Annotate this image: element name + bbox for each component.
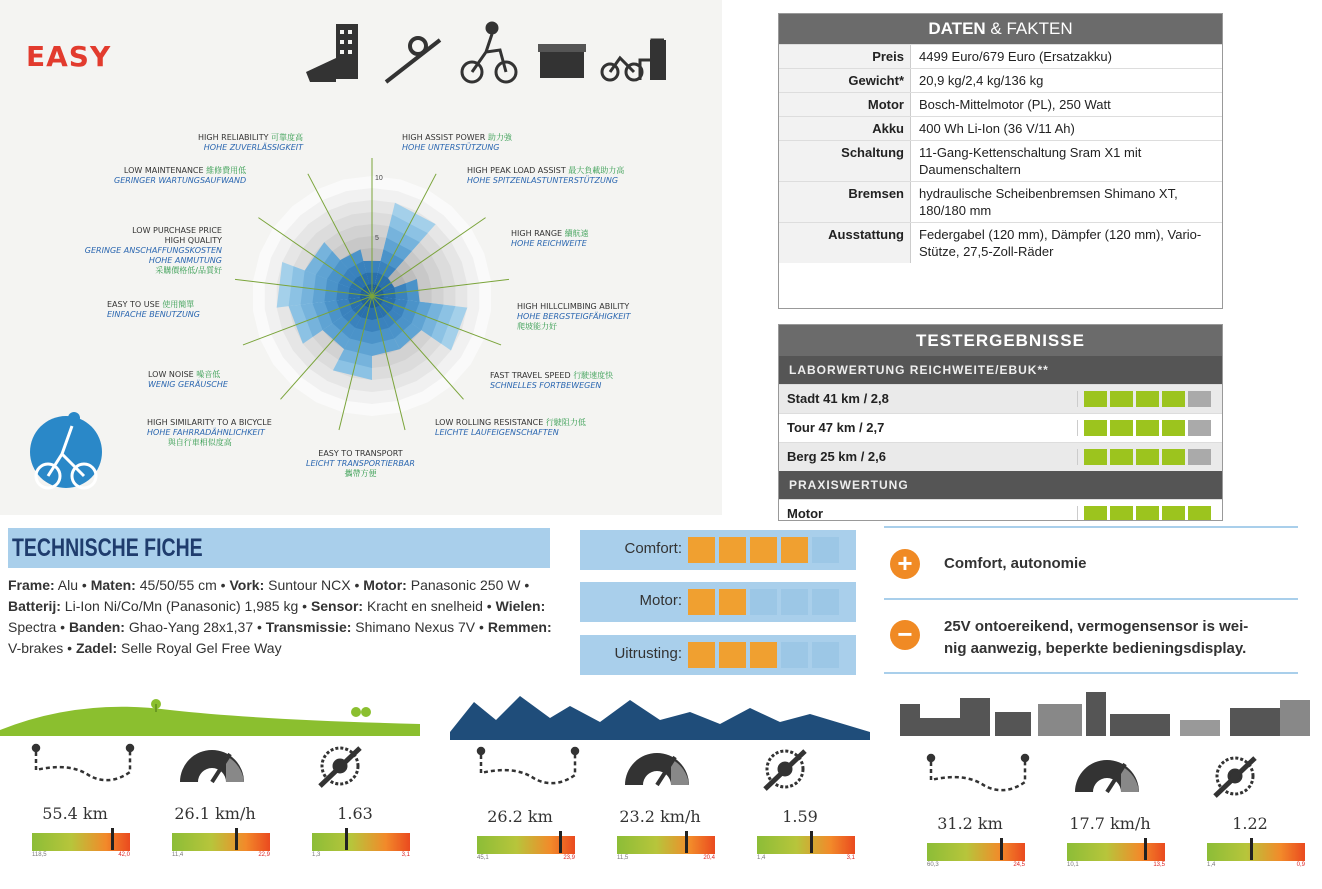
scale-max-label: 42,0 <box>118 852 130 858</box>
scale-needle <box>559 831 562 853</box>
radar-chart <box>222 146 522 446</box>
scale-min-label: 11,4 <box>172 852 184 858</box>
daten-row: Preis 4499 Euro/679 Euro (Ersatzakku) <box>779 44 1222 68</box>
scale-needle <box>345 828 348 850</box>
scale-needle <box>1144 838 1147 860</box>
route-icon <box>33 745 133 780</box>
divider <box>884 526 1298 528</box>
rating-square <box>781 537 808 563</box>
terrain-flat-icon <box>0 690 420 736</box>
minus-icon: − <box>890 620 920 650</box>
scale-needle <box>810 831 813 853</box>
map-icon <box>538 44 586 78</box>
stat-distance: 31.2 km <box>937 814 1003 833</box>
rating-square <box>750 537 777 563</box>
scale-max-label: 3,1 <box>846 855 855 861</box>
stat-ratio: 1.59 <box>782 807 818 826</box>
panel-icons <box>475 745 855 795</box>
testergebnisse-table <box>778 324 1223 521</box>
scale-needle <box>1000 838 1003 860</box>
scale-needle <box>111 828 114 850</box>
stat-scale-bar <box>757 836 855 861</box>
scale-min-label: 60,3 <box>927 862 939 868</box>
daten-row: Motor Bosch-Mittelmotor (PL), 250 Watt <box>779 92 1222 116</box>
tester-subheading-praxis: PRAXISWERTUNG <box>779 471 1222 499</box>
cyclist-badge-icon <box>26 404 106 494</box>
bike-stairs-icon <box>602 40 666 80</box>
scale-max-label: 24,5 <box>1013 862 1025 868</box>
stat-scale-bar <box>1067 843 1165 868</box>
scale-min-label: 11,5 <box>617 855 629 861</box>
stat-ratio: 1.22 <box>1232 814 1268 833</box>
rating-square <box>812 642 839 668</box>
panel-icons <box>925 752 1305 802</box>
plus-icon: + <box>890 549 920 579</box>
radar-label-reliability: HIGH RELIABILITY 可靠度高 HOHE ZUVERLÄSSIGKEIT <box>198 133 304 152</box>
tester-title: TESTERGEBNISSE <box>779 325 1222 356</box>
scale-max-label: 13,5 <box>1153 862 1165 868</box>
radar-label-range: HIGH RANGE 續航遠 HOHE REICHWEITE <box>511 229 589 248</box>
speedometer-icon <box>1075 760 1139 792</box>
radar-label-travel-speed: FAST TRAVEL SPEED 行駛速度快 SCHNELLES FORTBEWEGEN <box>490 371 614 390</box>
radar-scale-label: 5 <box>375 235 379 242</box>
score-bars <box>1077 449 1211 465</box>
terrain-city-icon <box>900 690 1310 740</box>
tester-row: Stadt 41 km / 2,8 <box>779 384 1222 413</box>
radar-label-peak-load: HIGH PEAK LOAD ASSIST 最大負載助力高 HOHE SPITZENLASTUNTERSTÜTZUNG <box>467 166 625 185</box>
radar-label-bicycle-similarity: HIGH SIMILARITY TO A BICYCLE HOHE FAHRRADÄHNLICHKEIT 與自行車相似度高 <box>147 418 272 447</box>
radar-label-maintenance: LOW MAINTENANCE 維修費用低 GERINGER WARTUNGSAUFWAND <box>114 166 247 185</box>
daten-row: Gewicht* 20,9 kg/2,4 kg/136 kg <box>779 68 1222 92</box>
scale-needle <box>235 828 238 850</box>
stat-scale-bar <box>1207 843 1305 868</box>
stat-speed: 26.1 km/h <box>174 804 256 823</box>
divider <box>884 672 1298 674</box>
scale-max-label: 23,9 <box>563 855 575 861</box>
radar-label-easy-use: EASY TO USE 使用簡單 EINFACHE BENUTZUNG <box>107 300 200 319</box>
rating-square <box>812 537 839 563</box>
scale-min-label: 45,1 <box>477 855 489 861</box>
crank-icon <box>320 748 360 786</box>
daten-title: DATEN & FAKTEN <box>779 14 1222 44</box>
easy-title: EASY <box>26 40 112 73</box>
rating-square <box>812 589 839 615</box>
stat-scale-bar <box>172 833 270 858</box>
rating-square <box>750 642 777 668</box>
stat-distance: 55.4 km <box>42 804 108 823</box>
stat-ratio: 1.63 <box>337 804 373 823</box>
daten-fakten-table <box>778 13 1223 309</box>
tester-row: Motor <box>779 499 1222 521</box>
rating-square <box>750 589 777 615</box>
pro-text: Comfort, autonomie <box>944 555 1087 572</box>
rating-square <box>719 537 746 563</box>
scale-max-label: 3,1 <box>401 852 410 858</box>
daten-row: Ausstattung Federgabel (120 mm), Dämpfer (120 mm), Vario-Stütze, 27,5-Zoll-Räder <box>779 222 1222 263</box>
score-bars <box>1077 391 1211 407</box>
scale-max-label: 0,9 <box>1296 862 1305 868</box>
radar-label-hillclimbing: HIGH HILLCLIMBING ABILITY HOHE BERGSTEIGFÄHIGKEIT 爬坡能力好 <box>517 302 631 331</box>
scale-max-label: 20,4 <box>703 855 715 861</box>
speedometer-icon <box>625 753 689 785</box>
scale-min-label: 1,3 <box>312 852 321 858</box>
scale-min-label: 118,5 <box>32 852 47 858</box>
scale-max-label: 22,9 <box>258 852 270 858</box>
tester-row: Berg 25 km / 2,6 <box>779 442 1222 471</box>
divider <box>884 598 1298 600</box>
city-building-icon <box>306 24 358 82</box>
stat-speed: 23.2 km/h <box>619 807 701 826</box>
stat-scale-bar <box>617 836 715 861</box>
crank-icon <box>765 751 805 789</box>
daten-row: Bremsen hydraulische Scheibenbremsen Shimano XT, 180/180 mm <box>779 181 1222 222</box>
route-icon <box>928 755 1028 790</box>
scale-min-label: 1,4 <box>757 855 766 861</box>
radar-scale-label: 10 <box>375 175 383 182</box>
rating-square <box>719 589 746 615</box>
rating-square <box>688 642 715 668</box>
rating-square <box>688 537 715 563</box>
stat-scale-bar <box>927 843 1025 868</box>
stat-scale-bar <box>312 833 410 858</box>
fiche-title: TECHNISCHE FICHE <box>12 534 203 562</box>
stat-scale-bar <box>32 833 130 858</box>
rating-square <box>688 589 715 615</box>
radar-label-transport: EASY TO TRANSPORT LEICHT TRANSPORTIERBAR 攜帶方便 <box>306 449 415 478</box>
rating-comfort: Comfort: <box>580 530 856 570</box>
stat-distance: 26.2 km <box>487 807 553 826</box>
tester-row: Tour 47 km / 2,7 <box>779 413 1222 442</box>
cyclist-icon <box>462 23 516 82</box>
scale-needle <box>685 831 688 853</box>
rating-uitrusting: Uitrusting: <box>580 635 856 675</box>
route-icon <box>478 748 578 783</box>
rating-square <box>781 589 808 615</box>
radar-label-assist-power: HIGH ASSIST POWER 助力強 HOHE UNTERSTÜTZUNG <box>402 133 512 152</box>
handlebar-icon <box>386 38 440 82</box>
rating-square <box>719 642 746 668</box>
rating-motor: Motor: <box>580 582 856 622</box>
score-bars <box>1077 506 1211 521</box>
panel-icons <box>30 742 410 792</box>
fiche-specs: Frame: Alu • Maten: 45/50/55 cm • Vork: Suntour NCX • Motor: Panasonic 250 W • Batterij: Li-Ion Ni/Co/Mn (Panasonic) 1,985 kg • Sensor: Kracht en snelheid • Wielen: Spectra • Banden: Ghao-Yang 28x1,37 • Transmissie: Shimano Nexus 7V • Remmen: V-brakes • Zadel: Selle Royal Gel Free Way <box>8 577 552 656</box>
stat-scale-bar <box>477 836 575 861</box>
radar-label-noise: LOW NOISE 噪音低 WENIG GERÄUSCHE <box>148 370 228 389</box>
terrain-mountain-icon <box>450 688 870 740</box>
con-text: 25V ontoereikend, vermogensensor is wei- nig aanwezig, beperkte bedieningsdisplay. <box>944 618 1249 657</box>
daten-row: Schaltung 11-Gang-Kettenschaltung Sram X1 mit Daumenschaltern <box>779 140 1222 181</box>
speedometer-icon <box>180 750 244 782</box>
category-icons <box>300 20 680 90</box>
score-bars <box>1077 420 1211 436</box>
stat-speed: 17.7 km/h <box>1069 814 1151 833</box>
crank-icon <box>1215 758 1255 796</box>
scale-min-label: 1,4 <box>1207 862 1216 868</box>
radar-label-rolling-resistance: LOW ROLLING RESISTANCE 行駛阻力低 LEICHTE LAUFEIGENSCHAFTEN <box>435 418 586 437</box>
tester-subheading-lab: LABORWERTUNG REICHWEITE/EBUK** <box>779 356 1222 384</box>
daten-row: Akku 400 Wh Li-Ion (36 V/11 Ah) <box>779 116 1222 140</box>
scale-min-label: 10,1 <box>1067 862 1079 868</box>
pros-cons <box>884 526 1298 676</box>
rating-square <box>781 642 808 668</box>
scale-needle <box>1250 838 1253 860</box>
radar-label-purchase-quality: LOW PURCHASE PRICE HIGH QUALITY GERINGE ANSCHAFFUNGSKOSTEN HOHE ANMUTUNG 采購價格低/品質好 <box>84 226 222 275</box>
